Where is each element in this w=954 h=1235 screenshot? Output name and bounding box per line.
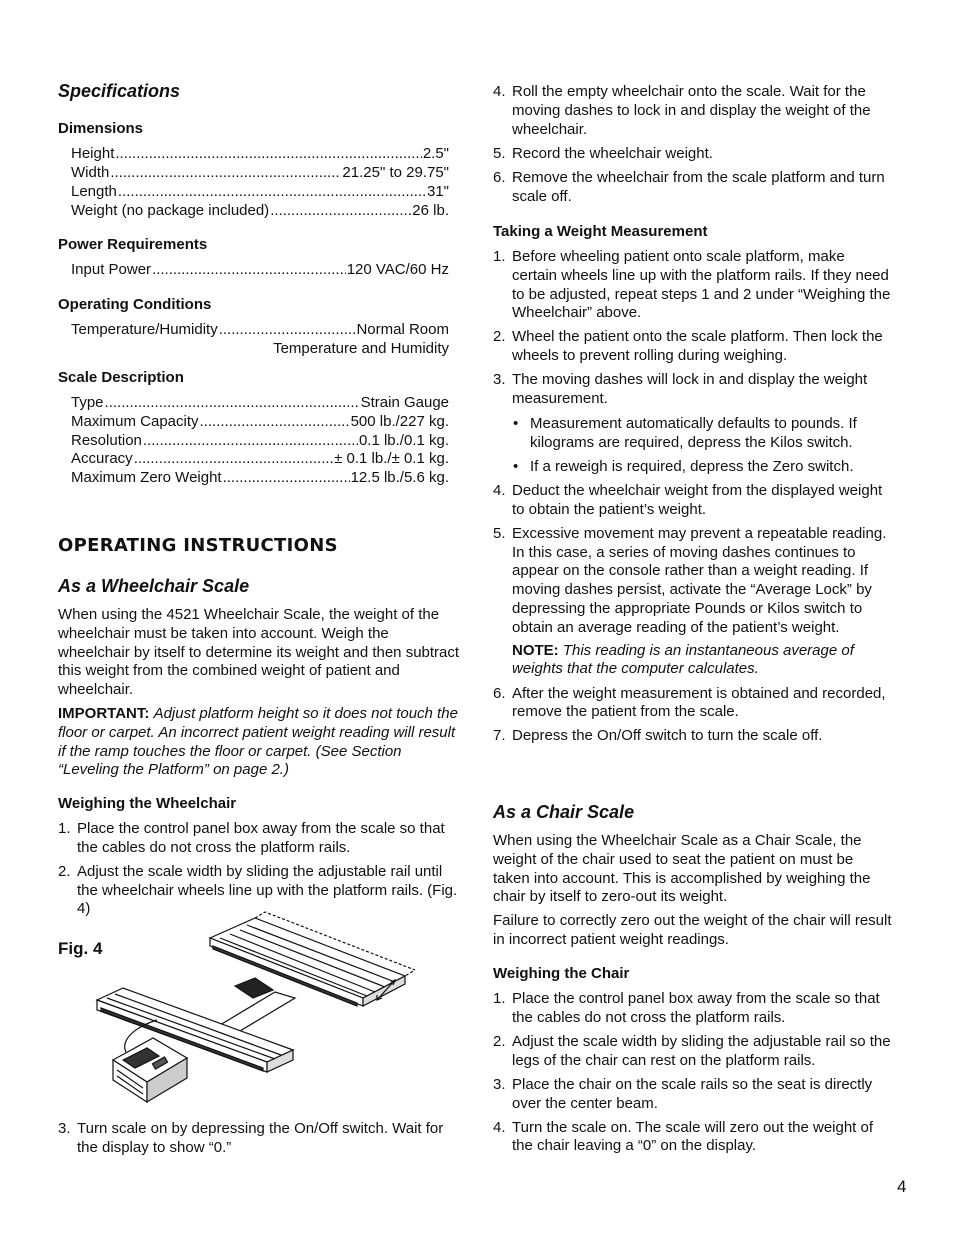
list-item: 4. Deduct the wheelchair weight from the displayed weight to obtain the patient’s weight.	[493, 481, 883, 518]
weighing-chair-steps	[493, 990, 893, 1162]
list-item: 1. Before wheeling patient onto scale platform, make certain wheels line up with the platform rails. If they need to be adjusted, repeat steps 1 and 2 under “Weighing the Wheelchair” above.	[493, 248, 891, 322]
taking-measurement-steps	[493, 248, 893, 752]
list-item: 2. Wheel the patient onto the scale platform. Then lock the wheels to prevent rolling during weighing.	[493, 328, 883, 365]
list-item: 3. Turn scale on by depressing the On/Off switch. Wait for the display to show “0.”	[58, 1120, 444, 1156]
spec-row-temperature: Temperature/Humidity ..... Normal Room	[71, 321, 449, 340]
scale-illustration	[95, 910, 415, 1110]
list-item: 4. Roll the empty wheelchair onto the scale. Wait for the moving dashes to lock in and display the weight of the wheelchair.	[493, 83, 871, 138]
spec-row-width: Width ..... 21.25" to 29.75"	[71, 164, 449, 183]
spec-row-resolution: Resolution ..... 0.1 lb./0.1 kg.	[71, 432, 449, 451]
list-item: 2. Adjust the scale width by sliding the adjustable rail so the legs of the chair can rest on the platform rails.	[493, 1032, 891, 1069]
spec-row-length: Length ..... 31"	[71, 183, 449, 202]
list-item: 6. After the weight measurement is obtained and recorded, remove the patient from the scale.	[493, 684, 886, 721]
list-item: 1. Place the control panel box away from the scale so that the cables do not cross the platform rails.	[58, 820, 445, 856]
note-label: NOTE:	[512, 641, 559, 659]
list-item: 2. Adjust the scale width by sliding the adjustable rail until the wheelchair wheels line up with the platform rails. (Fig. 4)	[58, 862, 458, 918]
important-text: Adjust platform height so it does not touch the floor or carpet. An incorrect patient weight reading will result if the ramp touches the floor or carpet. (See Section “Leveling the Platform” on page 2.)	[58, 705, 458, 779]
spec-row-weight: Weight (no package included) ..... 26 lb.	[71, 202, 449, 221]
list-item: 4. Turn the scale on. The scale will zero out the weight of the chair leaving a “0” on the display.	[493, 1118, 874, 1155]
spec-row-height: Height ..... 2.5"	[71, 145, 449, 164]
spec-row-capacity: Maximum Capacity ..... 500 lb./227 kg.	[71, 413, 449, 432]
dimensions-heading: Dimensions	[58, 120, 144, 137]
page-number: 4	[897, 1177, 907, 1196]
list-item: 3. The moving dashes will lock in and display the weight measurement. • Measurement automatically defaults to pounds. If kilograms are required, depress the Kilos switch. • If a reweigh is required, depress the Zero switch.	[493, 371, 893, 476]
wheelchair-intro: When using the 4521 Wheelchair Scale, the weight of the wheelchair must be taken into account. Weigh the wheelchair by itself to determine its weight and then subtract this weight from the combined weight of patient and wheelchair.	[58, 606, 460, 699]
list-item: 1. Place the control panel box away from the scale so that the cables do not cross the platform rails.	[493, 990, 880, 1026]
chair-intro: When using the Wheelchair Scale as a Chair Scale, the weight of the chair used to seat the patient on must be taken into account. This is accomplished by weighing the chair by itself to zero-out its weight.	[493, 832, 871, 906]
scale-description-heading: Scale Description	[58, 369, 184, 386]
chair-scale-title: As a Chair Scale	[493, 802, 635, 822]
weighing-wheelchair-heading: Weighing the Wheelchair	[58, 795, 237, 812]
chair-warning: Failure to correctly zero out the weight of the chair will result in incorrect patient weight readings.	[493, 912, 892, 948]
power-heading: Power Requirements	[58, 236, 208, 253]
list-item: 6. Remove the wheelchair from the scale platform and turn scale off.	[493, 168, 885, 205]
list-item: 7. Depress the On/Off switch to turn the scale off.	[493, 727, 823, 745]
list-item: 5. Record the wheelchair weight.	[493, 144, 713, 162]
spec-row-input-power: Input Power ..... 120 VAC/60 Hz	[71, 261, 449, 280]
list-item: 3. Place the chair on the scale rails so the seat is directly over the center beam.	[493, 1075, 873, 1112]
spec-row-type: Type ..... Strain Gauge	[71, 394, 449, 413]
important-paragraph	[58, 705, 460, 780]
important-label: IMPORTANT:	[58, 705, 150, 722]
note-paragraph	[512, 642, 893, 680]
note-text: This reading is an instantaneous average of weights that the computer calculates.	[512, 641, 854, 678]
list-item: 5. Excessive movement may prevent a repeatable reading. In this case, a series of moving dashes continues to appear on the console rather than a weight reading. If moving dashes persist, activate the “Average Lock” by depressing the appropriate Pounds or Kilos switch to obtain an average reading of the patient’s weight. NOTE: This reading is an instantaneous average of weights that the computer calculates.	[493, 525, 893, 679]
weighing-chair-heading: Weighing the Chair	[493, 965, 630, 982]
spec-row-max-zero: Maximum Zero Weight ..... 12.5 lb./5.6 kg.	[71, 469, 449, 488]
measurement-bullets	[512, 415, 893, 477]
operating-conditions-heading: Operating Conditions	[58, 296, 212, 313]
operating-instructions-heading: OPERATING INSTRUCTIONS	[58, 535, 338, 556]
spec-row-accuracy: Accuracy ..... ± 0.1 lb./± 0.1 kg.	[71, 450, 449, 469]
weighing-wheelchair-steps-right	[493, 83, 893, 212]
weighing-wheelchair-steps-left	[58, 820, 460, 925]
figure-label: Fig. 4	[58, 939, 103, 958]
taking-measurement-heading: Taking a Weight Measurement	[493, 223, 708, 240]
wheelchair-scale-title: As a Wheelchair Scale	[58, 576, 250, 596]
bullet-item: • Measurement automatically defaults to pounds. If kilograms are required, depress the Kilos switch.	[513, 414, 857, 451]
bullet-item: • If a reweigh is required, depress the Zero switch.	[513, 457, 854, 475]
specifications-title: Specifications	[58, 81, 181, 101]
spec-row-temperature-cont: Temperature and Humidity	[273, 340, 449, 357]
weighing-wheelchair-steps-left-after	[58, 1120, 460, 1163]
